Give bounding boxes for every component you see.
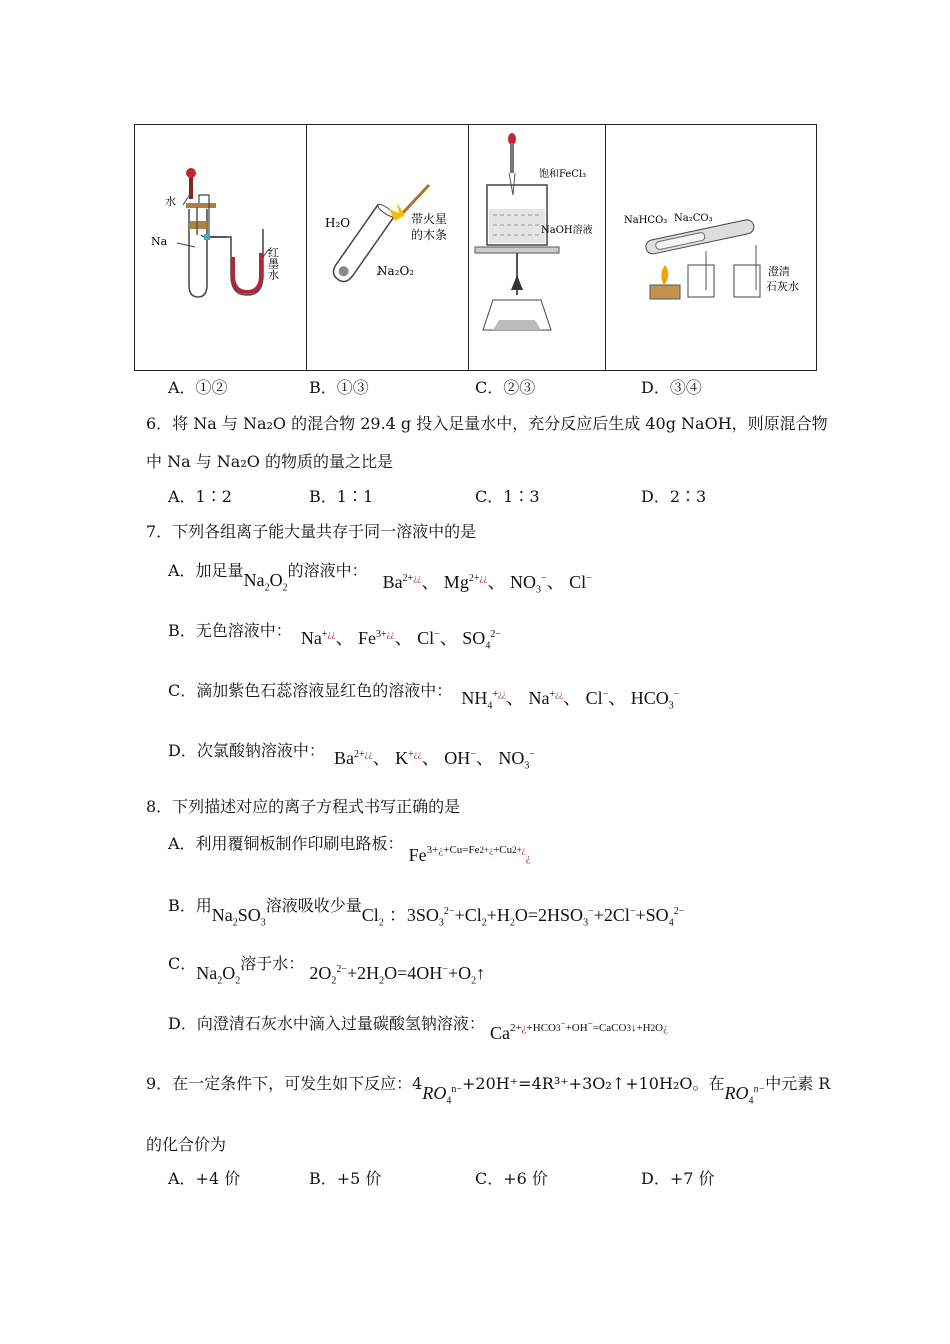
q8-option-a[interactable]: A．利用覆铜板制作印刷电路板： $Fe^{3+¿+Cu=Fe2+¿+Cu2+¿}¿$ — [168, 834, 531, 865]
q8-option-d[interactable]: D．向澄清石灰水中滴入过量碳酸氢钠溶液： $Ca^{2+¿+HCO3^-+OH^-=CaCO3↓+H2O¿}$ — [168, 1014, 668, 1043]
q5-option-d[interactable]: D．③④ — [641, 378, 702, 397]
q6-option-c[interactable]: C．1∶3 — [475, 487, 540, 506]
q5-option-a[interactable]: A．①② — [168, 378, 228, 397]
q9-stem-line2: 的化合价为 — [146, 1135, 227, 1154]
q8-option-b[interactable]: B．用$Na_2SO_3$溶液吸收少量$Cl_2$ ：$3SO_3^{2-}+Cl_2+H_2O=2HSO_3^-+2Cl^-+SO_4^{2-}$ — [168, 896, 685, 929]
q6-option-a[interactable]: A．1∶2 — [168, 487, 232, 506]
water-label: 水 — [165, 195, 176, 208]
q7-option-c[interactable]: C．滴加紫色石蕊溶液显红色的溶液中： $NH_4^{+¿¿}$、 Na+¿¿、 Cl−、 $HCO_3^-$ — [168, 681, 680, 712]
figure-1-na-water — [135, 125, 307, 370]
q5-option-b[interactable]: B．①③ — [309, 378, 369, 397]
na2co3-label: Na₂CO₃ — [674, 213, 713, 224]
lime-label-1: 澄清 — [768, 265, 790, 278]
q5-option-c[interactable]: C．②③ — [475, 378, 536, 397]
q9-option-d[interactable]: D．+7 价 — [641, 1169, 715, 1188]
q8-stem: 8．下列描述对应的离子方程式书写正确的是 — [146, 797, 461, 816]
q6-stem-line2: 中 Na 与 Na₂O 的物质的量之比是 — [146, 452, 393, 471]
q9-option-b[interactable]: B．+5 价 — [309, 1169, 382, 1188]
figure-4-carbonate-heating — [606, 125, 816, 370]
q9-option-a[interactable]: A．+4 价 — [168, 1169, 241, 1188]
stick-label-1: 带火星 — [411, 212, 448, 226]
q6-option-d[interactable]: D．2∶3 — [641, 487, 707, 506]
h2o-label: H₂O — [325, 216, 351, 230]
q6-option-b[interactable]: B．1∶1 — [309, 487, 374, 506]
q6-stem-line1: 6．将 Na 与 Na₂O 的混合物 29.4 g 投入足量水中，充分反应后生成 40g NaOH，则原混合物 — [146, 414, 828, 433]
nahco3-label: NaHCO₃ — [624, 215, 668, 226]
lime-label-2: 石灰水 — [766, 280, 799, 293]
fecl3-label: 饱和FeCl₃ — [539, 169, 587, 180]
q7-option-b[interactable]: B．无色溶液中： Na+¿¿、 $Fe^{3+¿¿}$、 Cl−、 $SO_4^{2-}$ — [168, 621, 501, 652]
q9-option-c[interactable]: C．+6 价 — [475, 1169, 548, 1188]
red-ink-label: 红墨水 — [266, 247, 280, 280]
naoh-label: NaOH溶液 — [541, 225, 593, 236]
q7-option-d[interactable]: D．次氯酸钠溶液中： $Ba^{2+¿¿}$、 K+¿¿、 OH−、 $NO_3^-$ — [168, 741, 535, 772]
figure-2-na2o2-test — [307, 125, 469, 370]
q8-option-c[interactable]: C．$Na_2O_2$溶于水： $2O_2^{2-}+2H_2O=4OH^-+O_2↑$ — [168, 954, 486, 987]
q7-stem: 7．下列各组离子能大量共存于同一溶液中的是 — [146, 522, 477, 541]
stick-label-2: 的木条 — [411, 228, 448, 242]
q7-option-a[interactable]: A．加足量$Na_2O_2$的溶液中： $Ba^{2+¿¿}$、 $Mg^{2+¿¿}$、 $NO_3^-$、 Cl− — [168, 561, 592, 596]
na2o2-label: Na₂O₂ — [377, 264, 415, 278]
figure-table — [134, 124, 817, 371]
figure-3-fecl3-naoh — [469, 125, 606, 370]
q9-stem-line1: 9．在一定条件下，可发生如下反应：$4RO_4^{n-}+20H^+=4R^{3+}+3O_2↑+10H_2O$。在$RO_4^{n-}$中元素 R — [146, 1074, 831, 1107]
na-label: Na — [151, 235, 168, 248]
